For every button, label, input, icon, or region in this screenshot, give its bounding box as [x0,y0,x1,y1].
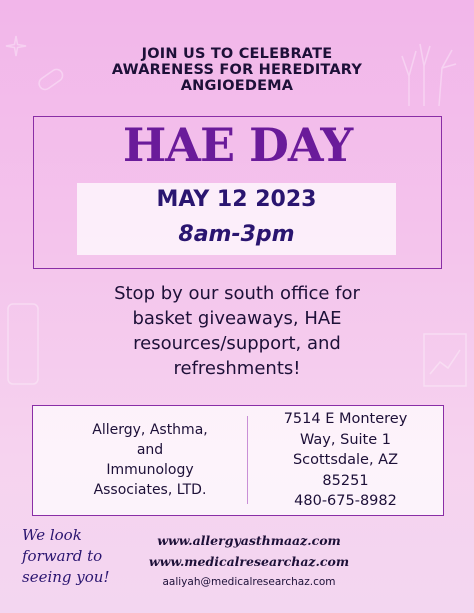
practice-line: and [136,442,164,458]
description-line: resources/support, and [133,333,341,354]
closing-message [22,525,130,588]
intro-line: ANGIOEDEMA [180,78,294,94]
closing-line: forward to [22,547,103,565]
info-divider [247,416,248,504]
description-line: Stop by our south office for [114,283,360,304]
practice-name [70,420,230,500]
address-line: Scottsdale, AZ [292,452,399,468]
closing-line: We look [22,526,82,544]
description-line: basket giveaways, HAE [132,308,342,329]
practice-line: Allergy, Asthma, [92,422,208,438]
chart-outline-icon [420,330,470,390]
event-title: HAE DAY [122,118,353,172]
website-link-allergy[interactable]: www.allergyasthmaaz.com [157,533,341,548]
intro-line: AWARENESS FOR HEREDITARY [111,62,363,78]
phone-number: 480-675-8982 [294,493,397,509]
address-line: Way, Suite 1 [300,431,391,448]
intro-heading [40,46,434,94]
practice-line: Immunology [106,462,194,478]
intro-line: JOIN US TO CELEBRATE [141,46,333,62]
address-line: 85251 [322,472,369,489]
closing-line: seeing you! [22,568,110,586]
event-description [60,281,414,381]
office-address [263,409,428,512]
sparkle-icon [4,34,28,58]
website-link-research[interactable]: www.medicalresearchaz.com [148,554,350,569]
event-date: MAY 12 2023 [156,187,317,212]
address-line: 7514 E Monterey [283,411,408,427]
phone-outline-icon [4,300,44,390]
description-line: refreshments! [173,358,301,379]
event-time: 8am-3pm [178,222,295,247]
practice-line: Associates, LTD. [93,482,207,498]
contact-email[interactable]: aaliyah@medicalresearchaz.com [162,576,336,588]
